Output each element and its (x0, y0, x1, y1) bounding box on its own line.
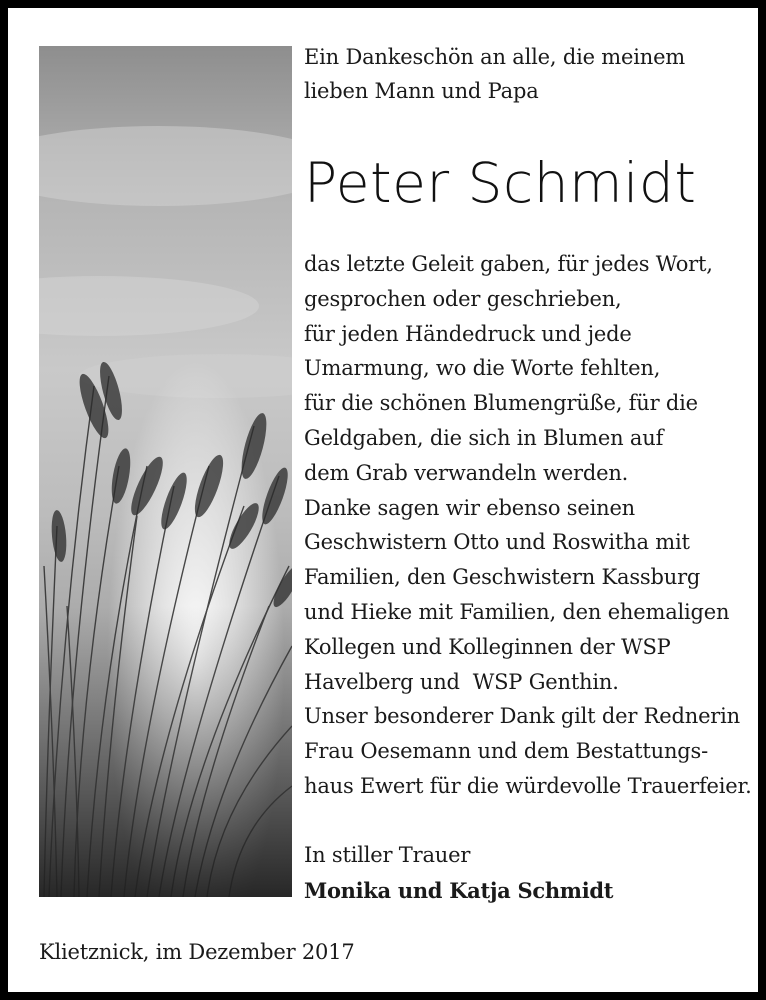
signatory-names: Monika und Katja Schmidt (304, 877, 614, 903)
deceased-name: Peter Schmidt (304, 151, 697, 215)
body-line: gesprochen oder geschrieben, (304, 286, 622, 311)
body-line: Familien, den Geschwistern Kassburg (304, 565, 701, 590)
thanks-paragraph (304, 247, 754, 804)
body-line: Frau Oesemann und dem Bestattungs- (304, 739, 709, 764)
reeds-photo (39, 46, 292, 897)
body-line: für jeden Händedruck und jede (304, 321, 632, 346)
body-line: Geldgaben, die sich in Blumen auf (304, 425, 664, 450)
body-line: Havelberg und WSP Genthin. (304, 669, 619, 694)
body-line: Kollegen und Kolleginnen der WSP (304, 634, 671, 659)
body-line: das letzte Geleit gaben, für jedes Wort, (304, 252, 713, 276)
signature-block (304, 837, 754, 909)
body-line: Danke sagen wir ebenso seinen (304, 495, 635, 520)
closing-phrase: In stiller Trauer (304, 842, 471, 867)
body-line: Geschwistern Otto und Roswitha mit (304, 530, 690, 555)
notice-text-column (304, 40, 754, 909)
place-and-date: Klietznick, im Dezember 2017 (39, 940, 355, 964)
intro-paragraph (304, 40, 754, 108)
body-line: Umarmung, wo die Worte fehlten, (304, 356, 661, 381)
body-line: für die schönen Blumengrüße, für die (304, 391, 698, 416)
body-line: und Hieke mit Familien, den ehemaligen (304, 599, 730, 624)
intro-line: Ein Dankeschön an alle, die meinem (304, 45, 686, 69)
body-line: haus Ewert für die würdevolle Trauerfeier. (304, 773, 752, 798)
body-line: Unser besonderer Dank gilt der Rednerin (304, 704, 740, 729)
intro-line: lieben Mann und Papa (304, 79, 539, 103)
body-line: dem Grab verwandeln werden. (304, 460, 629, 485)
